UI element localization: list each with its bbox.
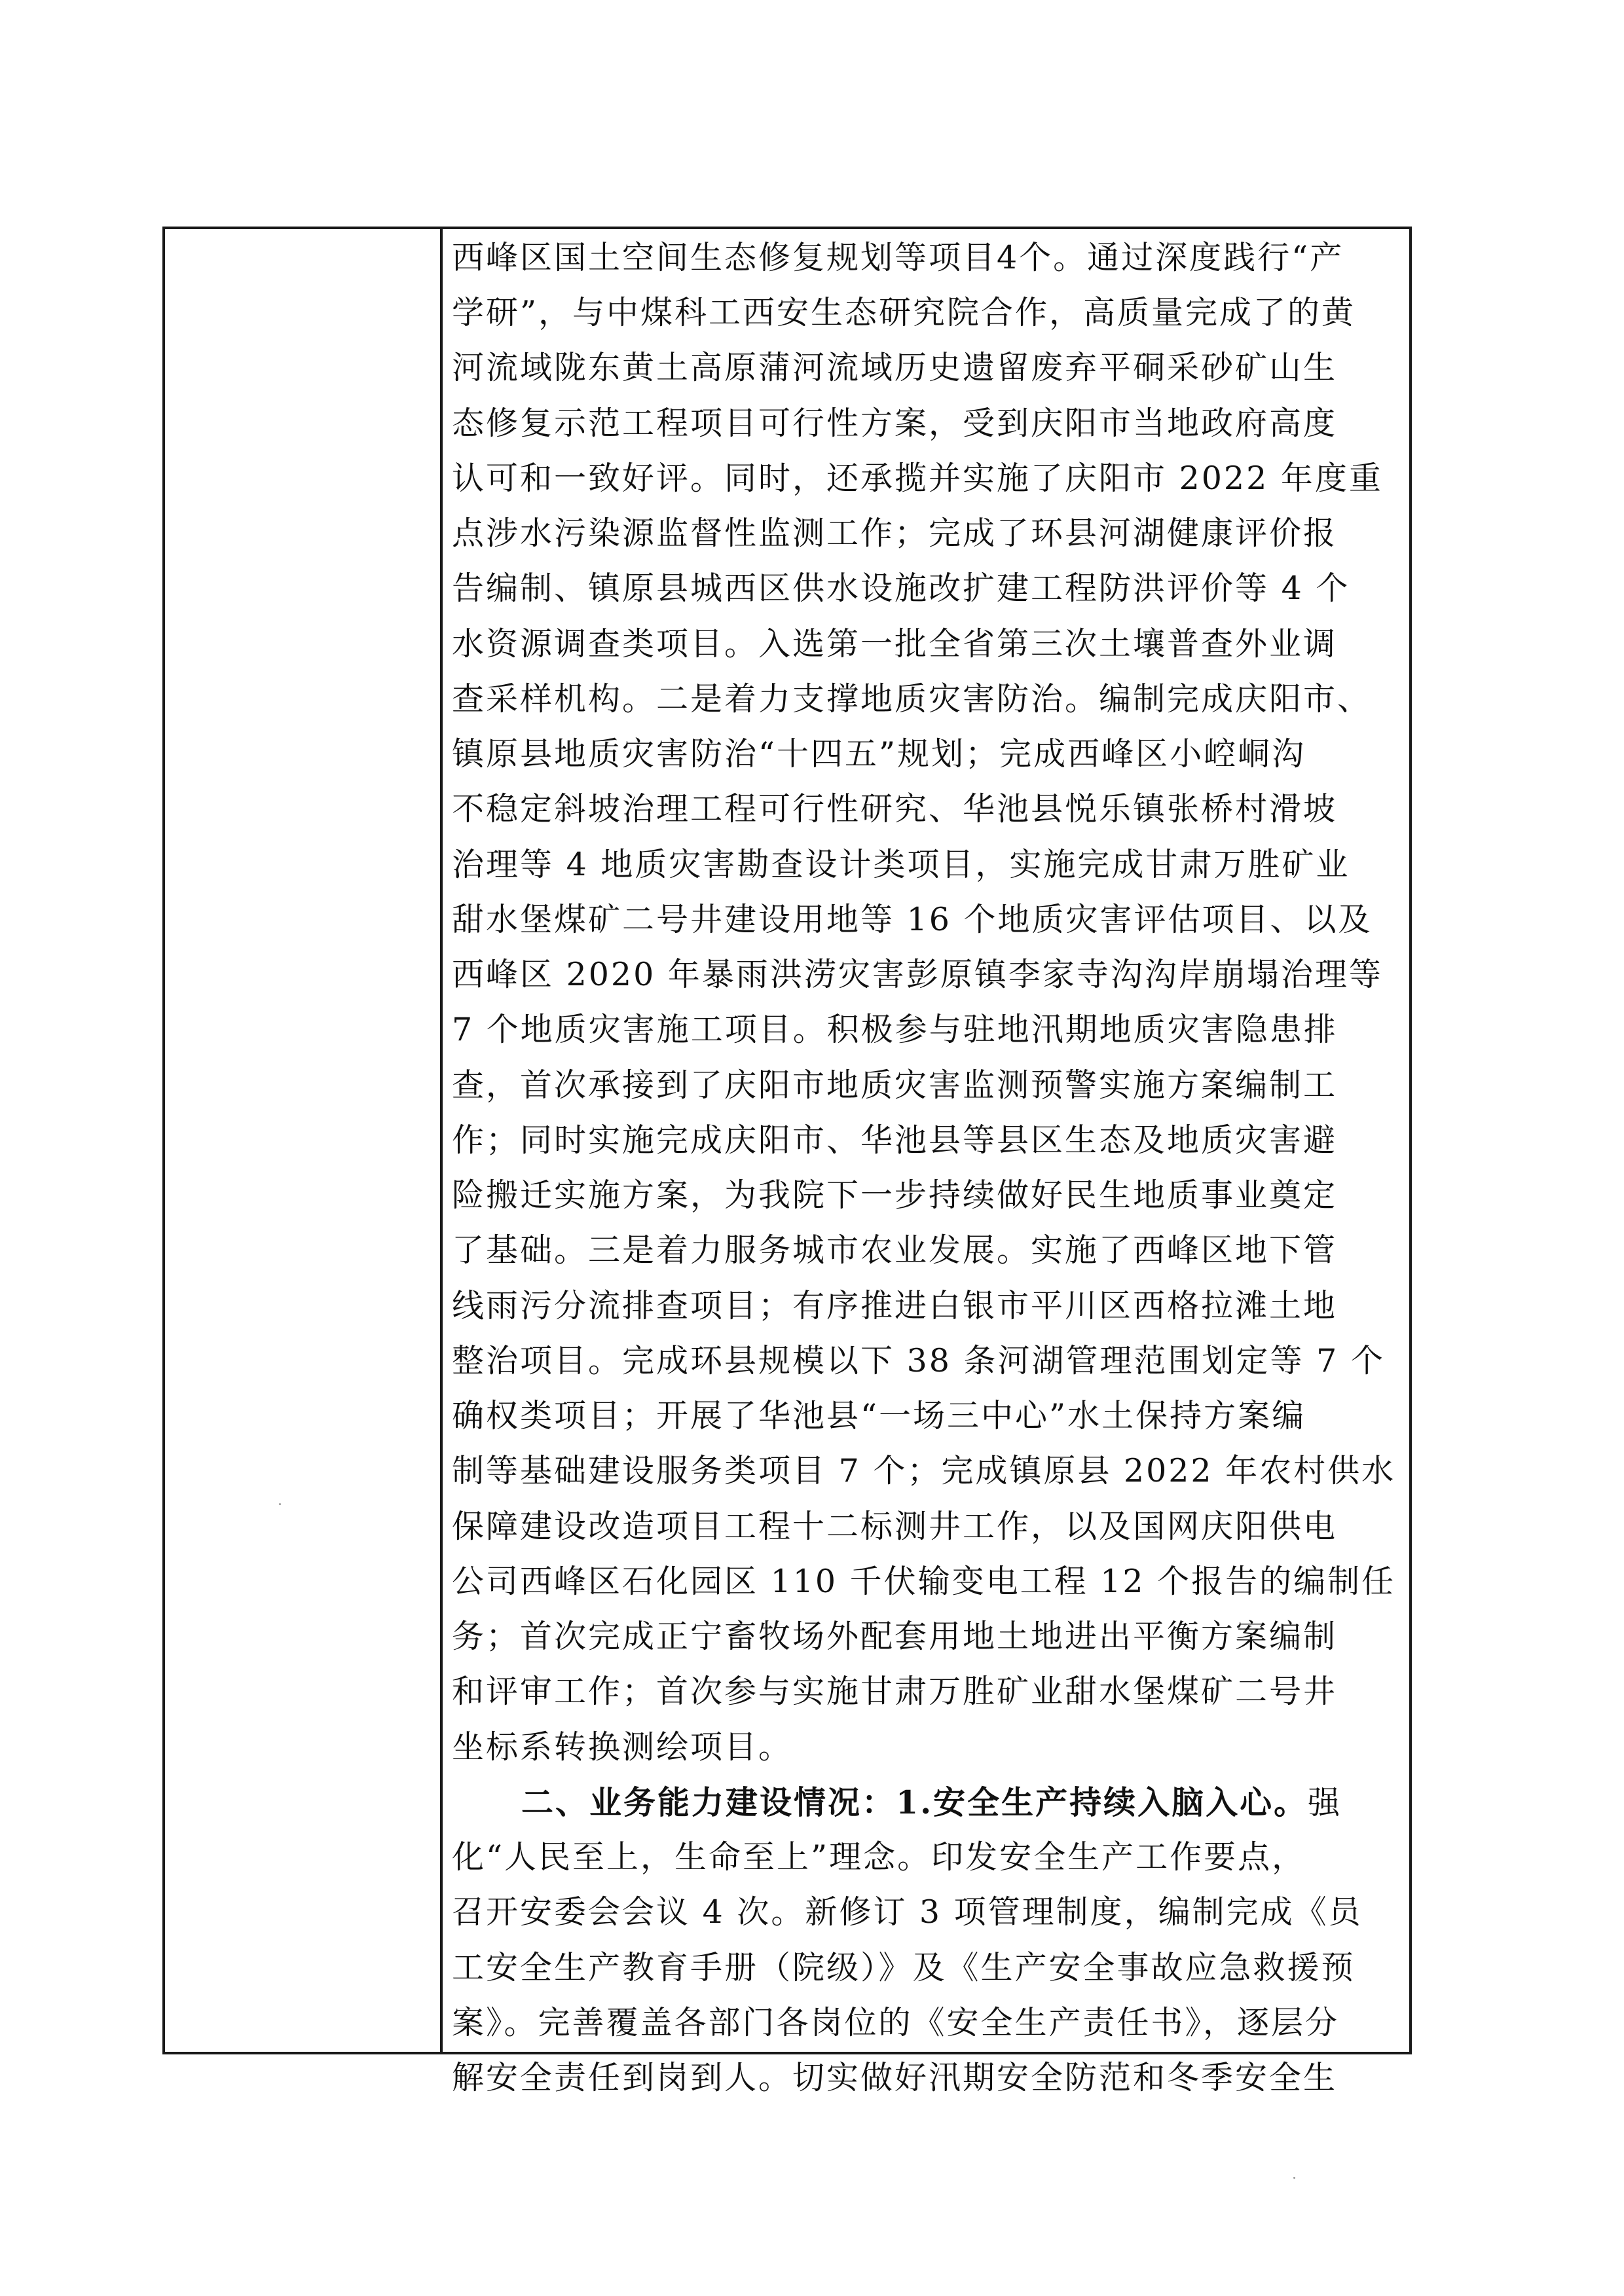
text-line: 点涉水污染源监督性监测工作；完成了环县河湖健康评价报 [452, 515, 1338, 552]
text-line: 化“人民至上，生命至上”理念。印发安全生产工作要点， [452, 1838, 1306, 1876]
text-line: 治理等 4 地质灾害勘查设计类项目，实施完成甘肃万胜矿业 [452, 846, 1350, 883]
text-line: 确权类项目；开展了华池县“一场三中心”水土保持方案编 [452, 1397, 1306, 1434]
content-cell [445, 230, 1408, 2096]
text-line: 坐标系转换测绘项目。 [452, 1728, 793, 1766]
scan-speck [1293, 2177, 1295, 2179]
text-line: 西峰区 2020 年暴雨洪涝灾害彭原镇李家寺沟沟岸崩塌治理等 [452, 956, 1383, 993]
text-line: 查采样机构。二是着力支撑地质灾害防治。编制完成庆阳市、 [452, 680, 1372, 718]
scan-speck [279, 1503, 281, 1505]
text-line: 认可和一致好评。同时，还承揽并实施了庆阳市 2022 年度重 [452, 460, 1383, 497]
text-line: 公司西峰区石化园区 110 千伏输变电工程 12 个报告的编制任 [452, 1563, 1396, 1600]
text-line: 河流域陇东黄土高原蒲河流域历史遗留废弃平硐采砂矿山生 [452, 349, 1338, 386]
text-line: 保障建设改造项目工程十二标测井工作，以及国网庆阳供电 [452, 1508, 1338, 1545]
text-line: 学研”，与中煤科工西安生态研究院合作，高质量完成了的黄 [452, 294, 1356, 331]
text-line: 线雨污分流排查项目；有序推进白银市平川区西格拉滩土地 [452, 1287, 1338, 1324]
text-line: 查，首次承接到了庆阳市地质灾害监测预警实施方案编制工 [452, 1066, 1338, 1104]
text-line: 整治项目。完成环县规模以下 38 条河湖管理范围划定等 7 个 [452, 1342, 1385, 1379]
text-line: 和评审工作；首次参与实施甘肃万胜矿业甜水堡煤矿二号井 [452, 1673, 1338, 1710]
text-line: 召开安委会会议 4 次。新修订 3 项管理制度，编制完成《员 [452, 1893, 1363, 1931]
text-line: 水资源调查类项目。入选第一批全省第三次土壤普查外业调 [452, 625, 1338, 663]
text-line: 险搬迁实施方案，为我院下一步持续做好民生地质事业奠定 [452, 1176, 1338, 1214]
text-line: 告编制、镇原县城西区供水设施改扩建工程防洪评价等 4 个 [452, 570, 1350, 607]
text-line: 制等基础建设服务类项目 7 个；完成镇原县 2022 年农村供水 [452, 1452, 1396, 1489]
text-line: 镇原县地质灾害防治“十四五”规划；完成西峰区小崆峒沟 [452, 735, 1306, 773]
section-heading-line [452, 1775, 1405, 1830]
text-line: 7 个地质灾害施工项目。积极参与驻地汛期地质灾害隐患排 [452, 1011, 1338, 1048]
text-line: 不稳定斜坡治理工程可行性研究、华池县悦乐镇张桥村滑坡 [452, 790, 1338, 828]
column-divider [440, 227, 443, 2054]
text-line: 作；同时实施完成庆阳市、华池县等县区生态及地质灾害避 [452, 1121, 1338, 1159]
text-line: 解安全责任到岗到人。切实做好汛期安全防范和冬季安全生 [452, 2059, 1338, 2096]
heading-continuation: 强 [1308, 1784, 1342, 1821]
text-line: 案》。完善覆盖各部门各岗位的《安全生产责任书》，逐层分 [452, 2004, 1340, 2041]
text-line: 态修复示范工程项目可行性方案，受到庆阳市当地政府高度 [452, 405, 1338, 442]
text-line: 西峰区国土空间生态修复规划等项目4个。通过深度践行“产 [452, 239, 1344, 276]
text-line: 务；首次完成正宁畜牧场外配套用地土地进出平衡方案编制 [452, 1618, 1338, 1655]
section-heading: 二、业务能力建设情况：1.安全生产持续入脑入心。 [521, 1783, 1308, 1821]
text-line: 工安全生产教育手册（院级）》及《生产安全事故应急救援预 [452, 1949, 1356, 1986]
text-line: 甜水堡煤矿二号井建设用地等 16 个地质灾害评估项目、以及 [452, 901, 1373, 938]
text-line: 了基础。三是着力服务城市农业发展。实施了西峰区地下管 [452, 1231, 1338, 1269]
